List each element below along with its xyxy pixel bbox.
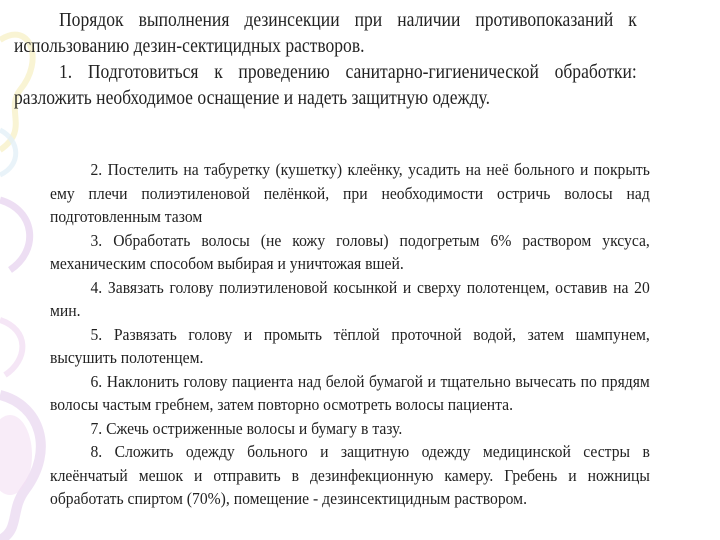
- steps-list: [50, 158, 650, 511]
- step-4: 4. Завязать голову полиэтиленовой косынкой и сверху полотенцем, оставив на 20 мин.: [50, 277, 650, 320]
- step-2: 2. Постелить на табуретку (кушетку) клеёнку, усадить на неё больного и покрыть ему плечи полиэтиленовой пелёнкой, при необходимости остричь волосы над подготовленным тазом: [50, 160, 650, 226]
- step-6: 6. Наклонить голову пациента над белой бумагой и тщательно вычесать по прядям волосы частым гребнем, затем повторно осмотреть волосы пациента.: [50, 371, 650, 414]
- step-1: 1. Подготовиться к проведению санитарно-гигиенической обработки: разложить необходимое оснащение и надеть защитную одежду.: [14, 62, 637, 109]
- intro-text: Порядок выполнения дезинсекции при наличии противопоказаний к использованию дезин-сектицидных растворов.: [14, 10, 637, 57]
- document-header-block: [14, 8, 637, 112]
- step-5: 5. Развязать голову и промыть тёплой проточной водой, затем шампунем, высушить полотенцем.: [50, 324, 650, 367]
- step-3: 3. Обработать волосы (не кожу головы) подогретым 6% раствором уксуса, механическим способом выбирая и уничтожая вшей.: [50, 230, 650, 273]
- step-8: 8. Сложить одежду больного и защитную одежду медицинской сестры в клеёнчатый мешок и отправить в дезинфекционную камеру. Гребень и ножницы обработать спиртом (70%), помещение - дезинсектицидным раствором.: [50, 442, 650, 508]
- step-7: 7. Сжечь остриженные волосы и бумагу в тазу.: [90, 418, 403, 438]
